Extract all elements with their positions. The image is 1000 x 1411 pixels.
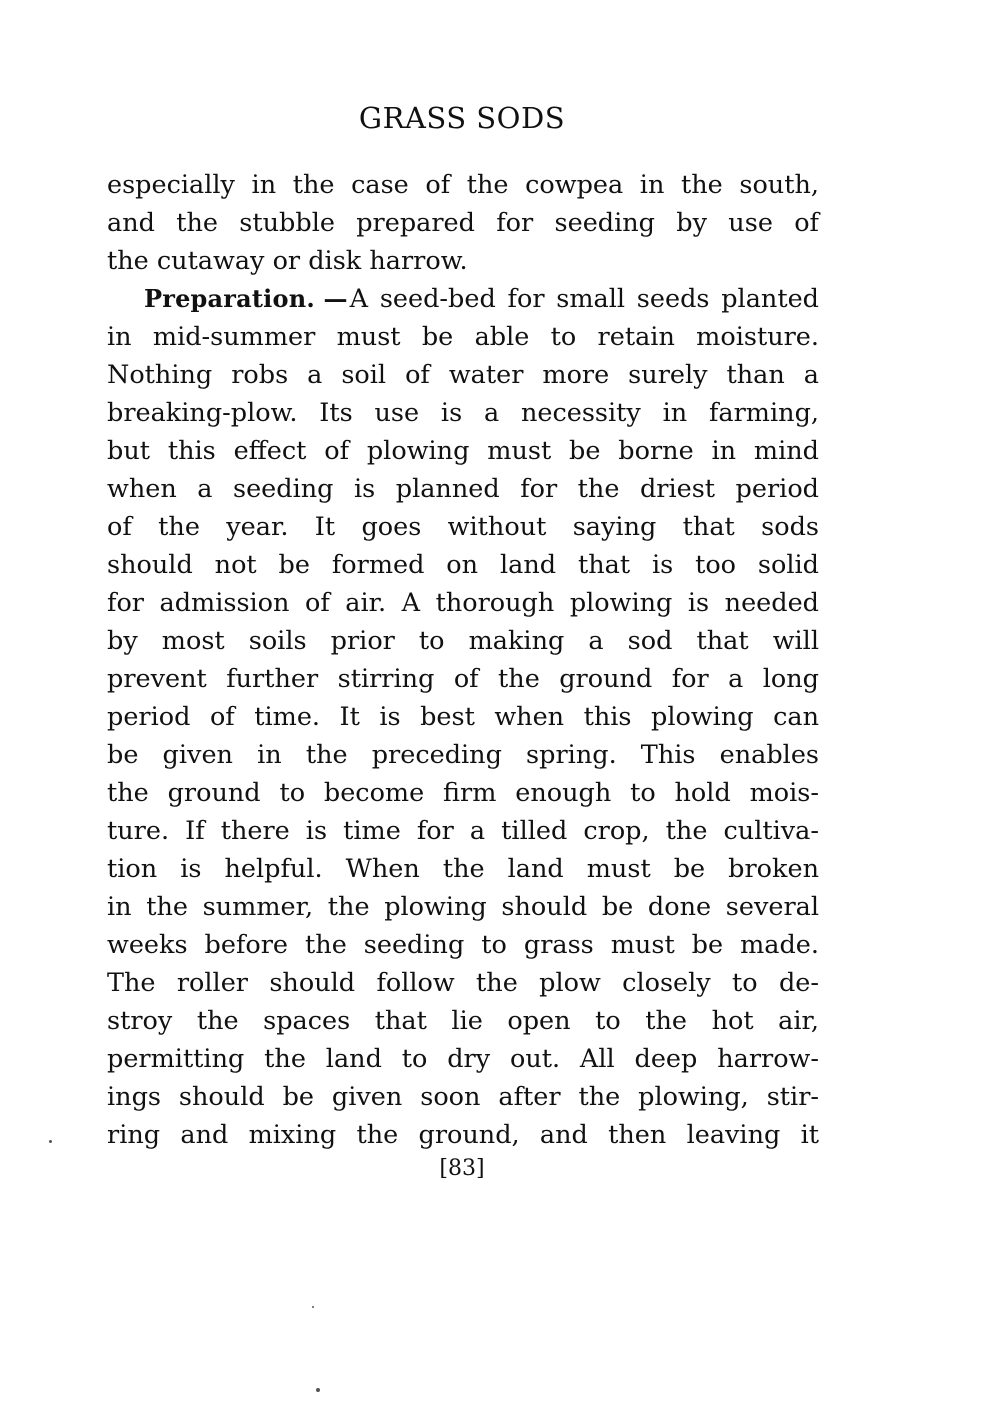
text-line — [107, 812, 819, 850]
text-line-content: permitting the land to dry out. All deep harrow- — [107, 1044, 819, 1074]
text-line — [107, 926, 819, 964]
text-line — [107, 698, 819, 736]
text-line-content: by most soils prior to making a sod that will — [107, 626, 819, 656]
text-line — [107, 850, 819, 888]
text-line-content: Nothing robs a soil of water more surely than a — [107, 360, 819, 390]
body-text — [107, 166, 819, 1154]
text-line — [107, 622, 819, 660]
text-line-content: The roller should follow the plow closely to de- — [107, 968, 819, 998]
text-line-content: the ground to become firm enough to hold mois- — [107, 778, 819, 808]
text-line-content: period of time. It is best when this plowing can — [107, 702, 819, 732]
text-line-content: be given in the preceding spring. This enables — [107, 740, 819, 770]
text-line — [107, 584, 819, 622]
text-line — [107, 356, 819, 394]
text-line-content: prevent further stirring of the ground for a long — [107, 664, 819, 694]
text-line — [107, 508, 819, 546]
text-line — [107, 318, 819, 356]
text-line — [107, 546, 819, 584]
text-line — [107, 964, 819, 1002]
text-line-content: of the year. It goes without saying that sods — [107, 512, 819, 542]
page-number: [83] — [439, 1156, 485, 1181]
text-line-content: tion is helpful. When the land must be broken — [107, 854, 819, 884]
text-line — [107, 736, 819, 774]
text-line — [107, 394, 819, 432]
text-line-content: breaking-plow. Its use is a necessity in farming, — [107, 398, 819, 428]
text-line-content: and the stubble prepared for seeding by use of — [107, 208, 819, 238]
text-line — [107, 660, 819, 698]
text-line-content: in mid-summer must be able to retain moisture. — [107, 322, 819, 352]
text-line-content: the cutaway or disk harrow. — [107, 246, 468, 276]
text-line — [107, 242, 819, 280]
text-line — [107, 888, 819, 926]
text-line — [107, 470, 819, 508]
text-line — [107, 432, 819, 470]
text-line-content: ings should be given soon after the plowing, stir- — [107, 1082, 819, 1112]
scan-speck — [312, 1306, 314, 1308]
text-line — [107, 774, 819, 812]
text-line-content: for admission of air. A thorough plowing is needed — [107, 588, 819, 618]
text-line-content: A seed-bed for small seeds planted — [349, 284, 819, 314]
text-line-content: especially in the case of the cowpea in the south, — [107, 170, 819, 200]
text-line — [107, 166, 819, 204]
text-line-content: should not be formed on land that is too solid — [107, 550, 819, 580]
text-line-content: when a seeding is planned for the driest period — [107, 474, 819, 504]
text-line-content: ture. If there is time for a tilled crop, the cultiva- — [107, 816, 819, 846]
text-line-content: ring and mixing the ground, and then leaving it — [107, 1120, 819, 1150]
text-line-content: but this effect of plowing must be borne in mind — [107, 436, 819, 466]
text-line — [107, 1002, 819, 1040]
text-line-content: weeks before the seeding to grass must be made. — [107, 930, 819, 960]
text-line — [107, 204, 819, 242]
text-line — [107, 1040, 819, 1078]
text-line — [107, 1078, 819, 1116]
text-line-content: stroy the spaces that lie open to the hot air, — [107, 1006, 819, 1036]
scan-speck — [316, 1388, 320, 1392]
text-line-content: in the summer, the plowing should be done several — [107, 892, 819, 922]
scan-speck — [49, 1140, 52, 1143]
running-head: GRASS SODS — [358, 101, 566, 135]
text-line — [107, 1116, 819, 1154]
run-in-heading: Preparation. — — [144, 284, 348, 313]
text-line — [107, 280, 819, 318]
